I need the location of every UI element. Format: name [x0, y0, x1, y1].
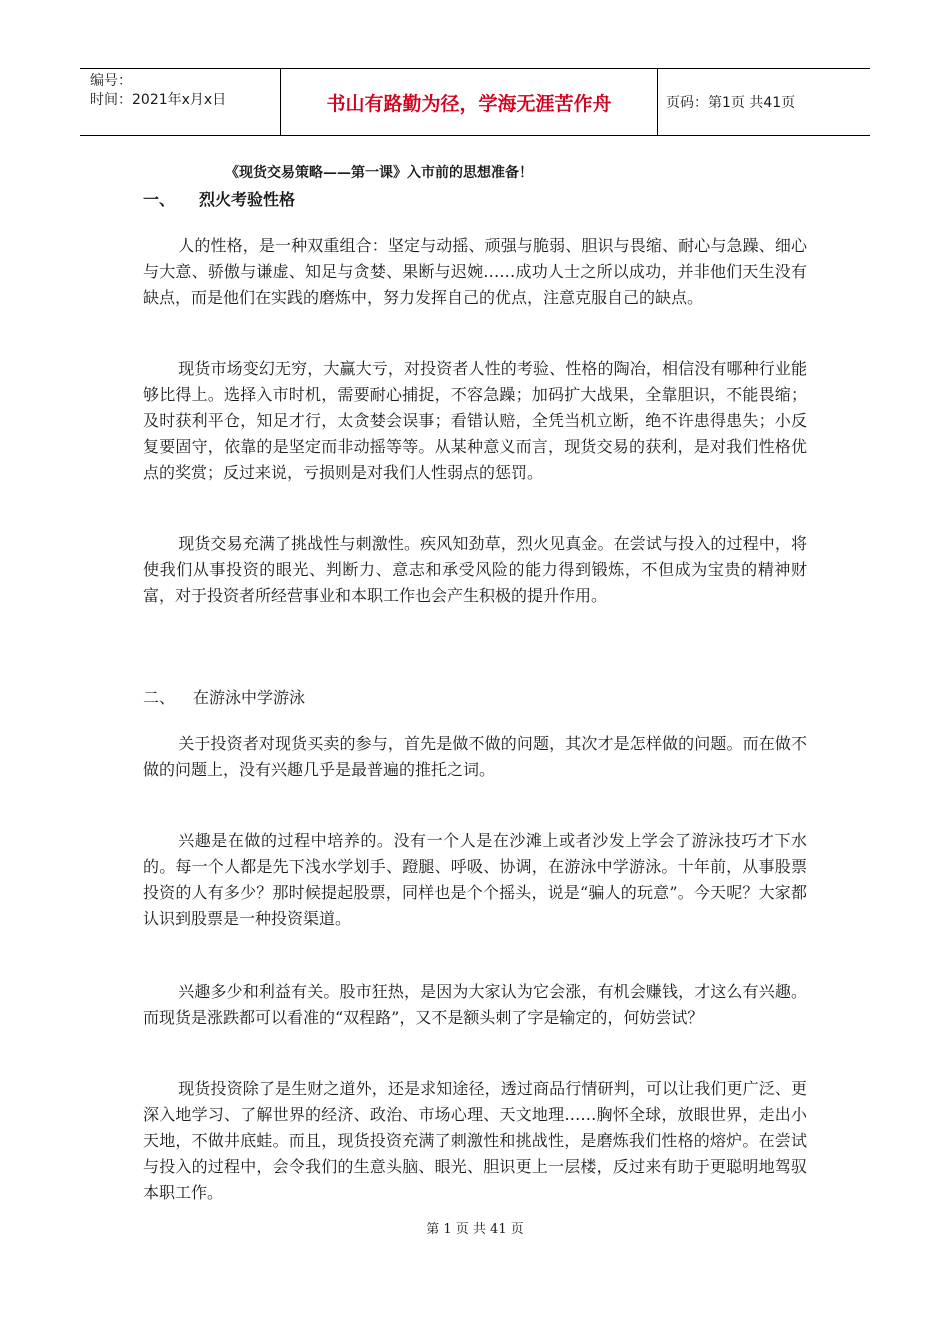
- paragraph: 人的性格，是一种双重组合：坚定与动摇、顽强与脆弱、胆识与畏缩、耐心与急躁、细心与大意、骄傲与谦虚、知足与贪婪、果断与迟婉……成功人士之所以成功，并非他们天生没有缺点，而是他们在实践的磨炼中，努力发挥自己的优点，注意克服自己的缺点。: [143, 236, 807, 307]
- page-header: [80, 68, 870, 136]
- paragraph: 现货投资除了是生财之道外，还是求知途径，透过商品行情研判，可以让我们更广泛、更深入地学习、了解世界的经济、政治、市场心理、天文地理……胸怀全球，放眼世界，走出小天地，不做井底蛙。而且，现货投资充满了刺激性和挑战性，是磨炼我们性格的熔炉。在尝试与投入的过程中，会令我们的生意头脑、眼光、胆识更上一层楼，反过来有助于更聪明地驾驭本职工作。: [143, 1079, 807, 1202]
- time-label: 时间：2021年x月x日: [90, 92, 227, 108]
- section-1-number: 一、: [143, 190, 176, 209]
- section-2-number: 二、: [143, 688, 176, 707]
- paragraph: 关于投资者对现货买卖的参与，首先是做不做的问题，其次才是怎样做的问题。而在做不做的问题上，没有兴趣几乎是最普遍的推托之词。: [143, 734, 807, 779]
- section-1-title: 烈火考验性格: [199, 190, 296, 209]
- number-label: 编号：: [90, 73, 132, 89]
- section-2-title: 在游泳中学游泳: [193, 688, 306, 707]
- section-2-heading: [143, 685, 443, 708]
- paragraph: 现货市场变幻无穷，大赢大亏，对投资者人性的考验、性格的陶冶，相信没有哪种行业能够比得上。选择入市时机，需要耐心捕捉，不容急躁；加码扩大战果，全靠胆识，不能畏缩；及时获利平仓，知足才行，太贪婪会误事；看错认赔，全凭当机立断，绝不许患得患失；小反复要固守，依靠的是坚定而非动摇等等。从某种意义而言，现货交易的获利，是对我们性格优点的奖赏；反过来说，亏损则是对我们人性弱点的惩罚。: [143, 359, 807, 482]
- paragraph: 现货交易充满了挑战性与刺激性。疾风知劲草，烈火见真金。在尝试与投入的过程中，将使我们从事投资的眼光、判断力、意志和承受风险的能力得到锻炼，不但成为宝贵的精神财富，对于投资者所经营事业和本职工作也会产生积极的提升作用。: [143, 534, 807, 605]
- paragraph: 兴趣是在做的过程中培养的。没有一个人是在沙滩上或者沙发上学会了游泳技巧才下水的。每一个人都是先下浅水学划手、蹬腿、呼吸、协调，在游泳中学游泳。十年前，从事股票投资的人有多少？那时候提起股票，同样也是个个摇头，说是“骗人的玩意”。今天呢？大家都认识到股票是一种投资渠道。: [143, 831, 807, 928]
- page-footer: 第 1 页 共 41 页: [426, 1222, 524, 1237]
- header-meta: [80, 69, 281, 135]
- paragraph: 兴趣多少和利益有关。股市狂热，是因为大家认为它会涨，有机会赚钱，才这么有兴趣。而现货是涨跌都可以看准的“双程路”，又不是额头刺了字是输定的，何妨尝试？: [143, 982, 807, 1027]
- header-page-info: 页码：第1页 共41页: [666, 95, 796, 111]
- document-title: 《现货交易策略——第一课》入市前的思想准备！: [225, 165, 533, 181]
- header-motto: 书山有路勤为径，学海无涯苦作舟: [281, 69, 658, 135]
- section-1-heading: [143, 187, 295, 210]
